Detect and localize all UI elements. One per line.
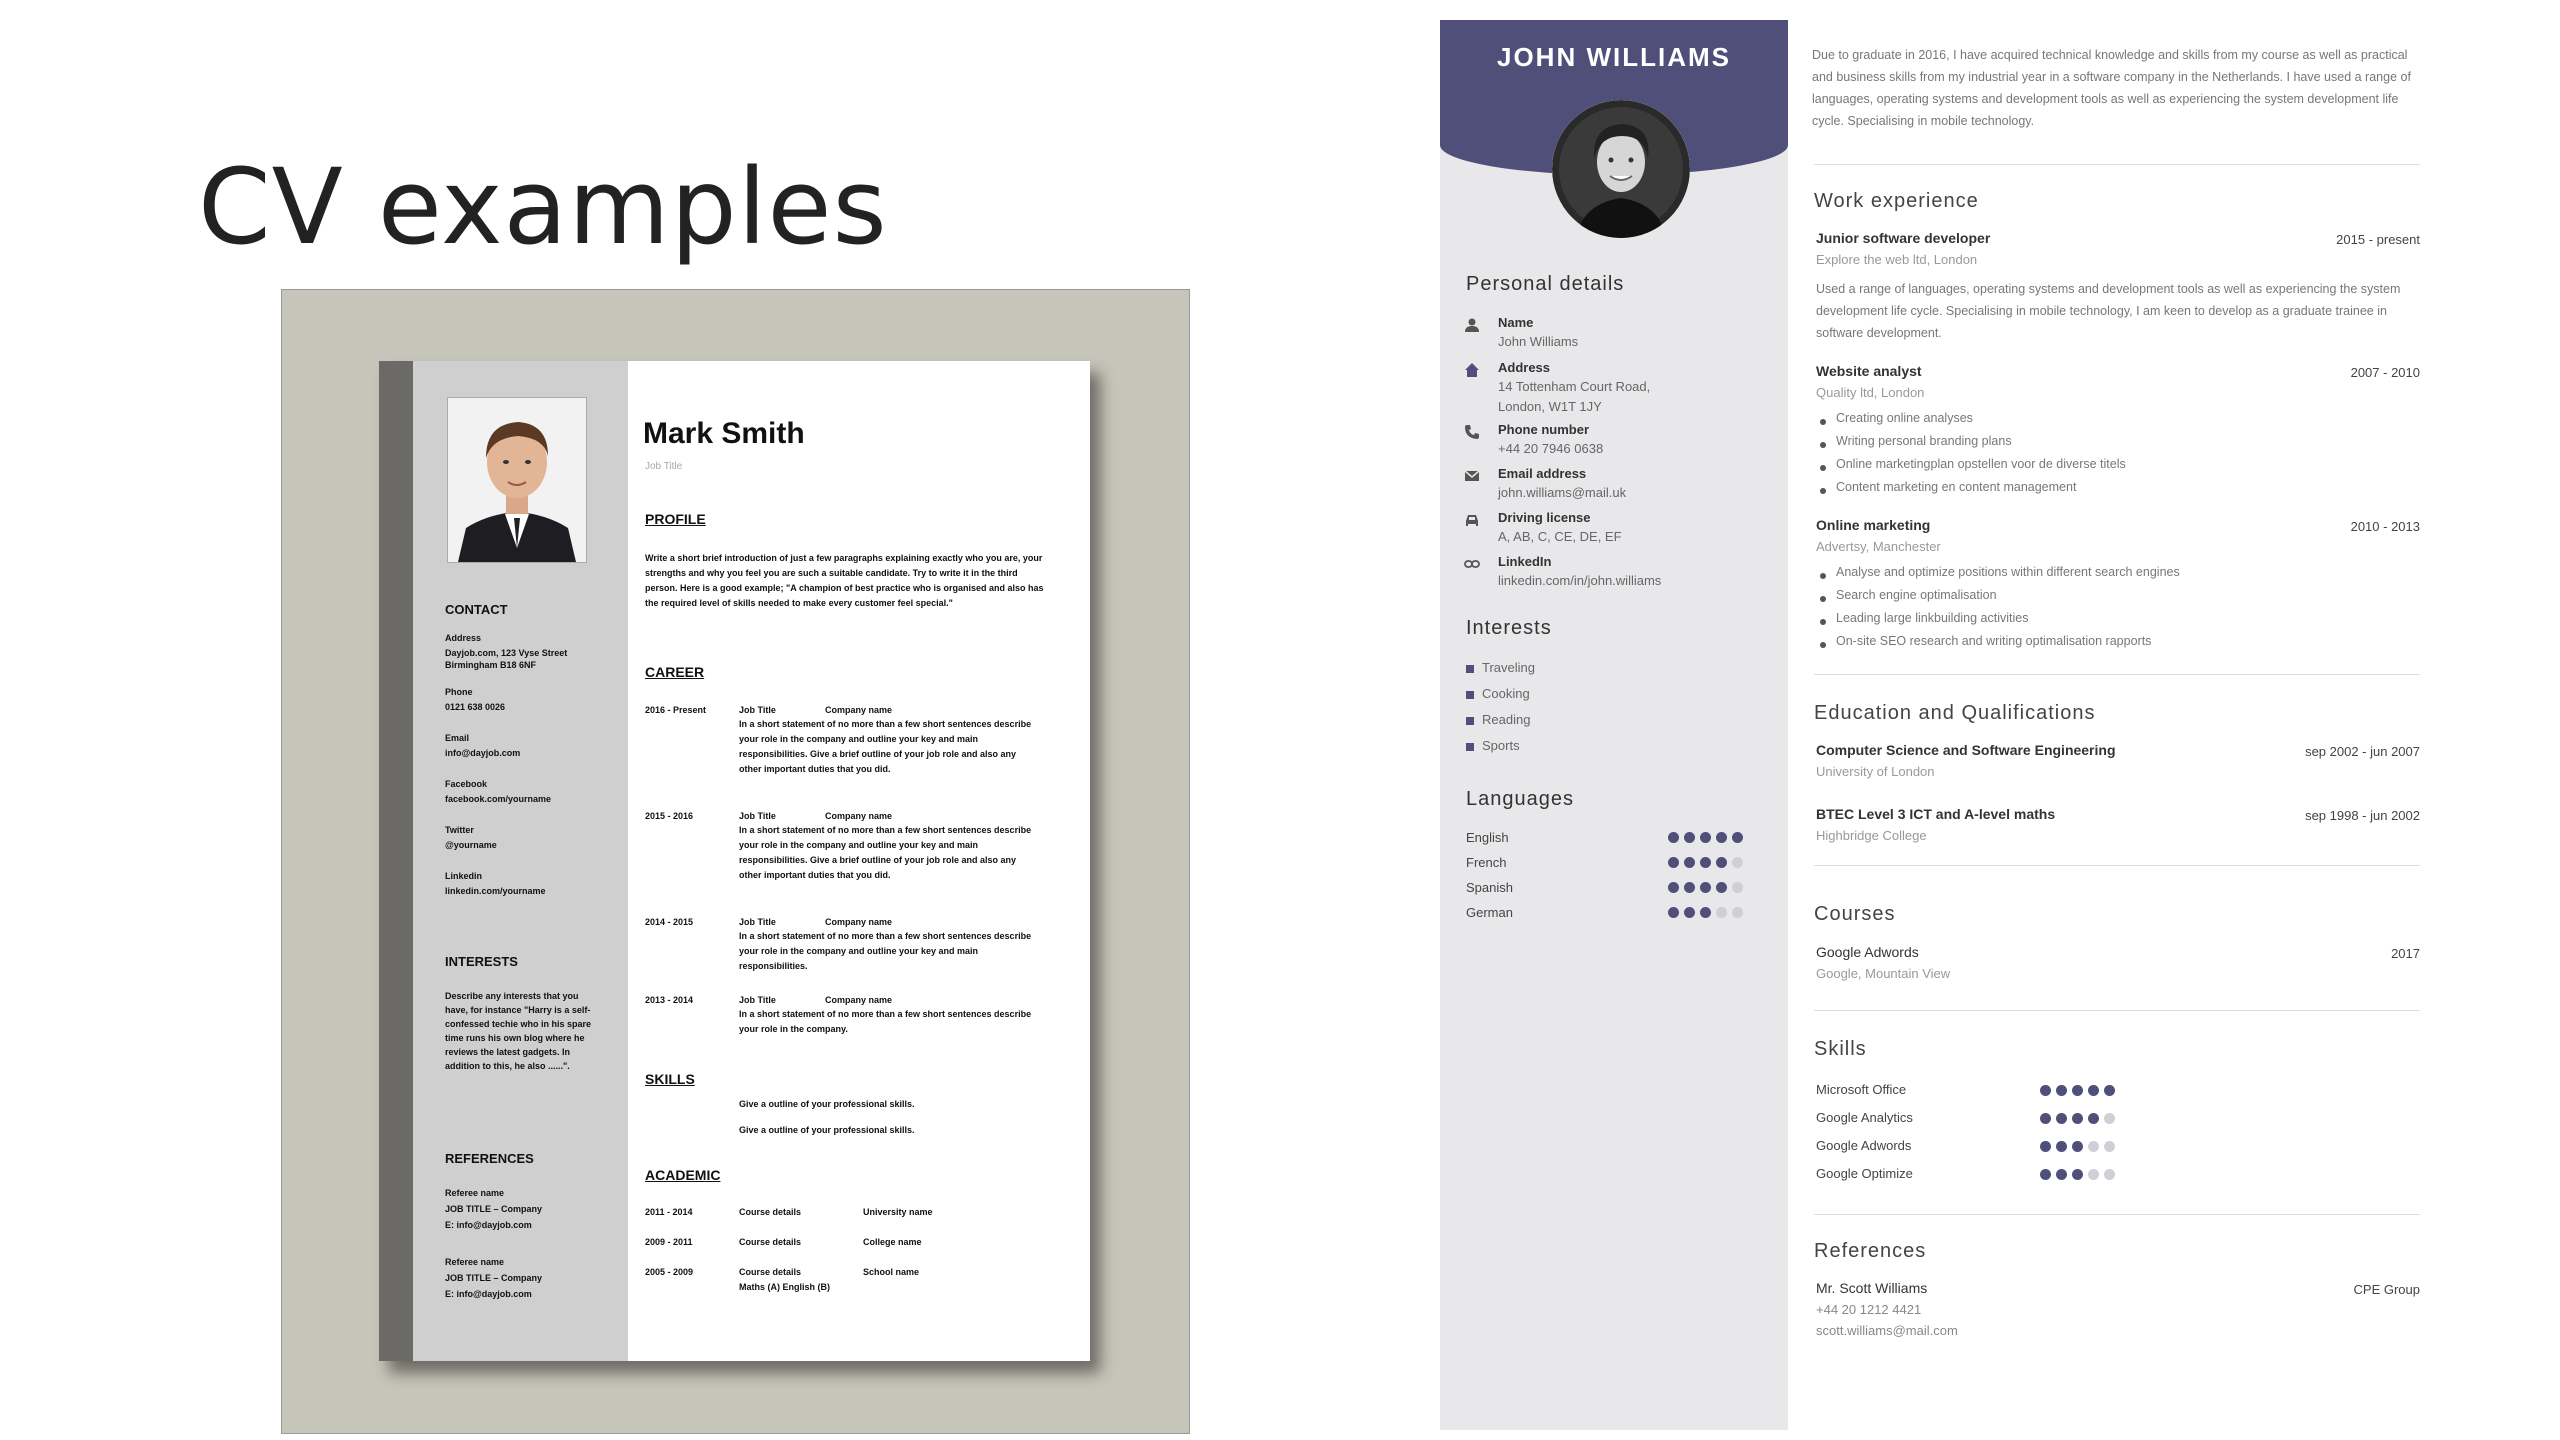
- divider: [1814, 1010, 2420, 1011]
- cv2-course1-org: Google, Mountain View: [1816, 966, 1951, 981]
- cv2-language-2: French: [1466, 855, 1507, 870]
- cv1-academic3-course: Course details Maths (A) English (B): [739, 1267, 830, 1292]
- slide-title: CV examples: [198, 146, 888, 268]
- cv2-courses-heading: Courses: [1814, 903, 1896, 925]
- cv1-ref1-email: E: info@dayjob.com: [445, 1220, 532, 1230]
- cv2-education-heading: Education and Qualifications: [1814, 702, 2096, 724]
- cv2-ref-phone: +44 20 1212 4421: [1816, 1302, 1922, 1317]
- cv1-profile-text: Write a short brief introduction of just a few paragraphs explaining exactly who you are, your strengths and why you feel you are such a suitable candidate. Try to write it in the third person. Here is a good example; "A champion of best practice who is organised and also has the required level of skills needed to make every customer feel special.": [645, 553, 1044, 608]
- interest-bullet-icon: [1466, 691, 1474, 699]
- person-icon: [1464, 317, 1480, 333]
- cv2-skill-3-rating: [2040, 1141, 2115, 1152]
- cv2-phone-value: +44 20 7946 0638: [1498, 441, 1604, 456]
- cv1-academic1-dates: 2011 - 2014: [645, 1207, 693, 1217]
- rating-dot-filled: [2072, 1141, 2083, 1152]
- cv2-language-1-rating: [1668, 832, 1743, 843]
- mail-icon: [1464, 468, 1480, 484]
- rating-dot-empty: [2088, 1141, 2099, 1152]
- cv2-work1-org: Explore the web ltd, London: [1816, 252, 1978, 267]
- cv1-skills-heading: SKILLS: [645, 1071, 695, 1087]
- cv1-academic3-school: School name: [863, 1267, 920, 1277]
- cv2-name: JOHN WILLIAMS: [1497, 42, 1731, 72]
- rating-dot-filled: [1668, 907, 1679, 918]
- rating-dot-filled: [1684, 832, 1695, 843]
- cv2-phone-label: Phone number: [1498, 422, 1590, 437]
- rating-dot-empty: [1732, 907, 1743, 918]
- rating-dot-filled: [2040, 1085, 2051, 1096]
- bullet-icon: [1820, 596, 1826, 602]
- rating-dot-filled: [1716, 857, 1727, 868]
- divider: [1814, 865, 2420, 866]
- cv2-skill-2: Google Analytics: [1816, 1110, 1913, 1125]
- cv2-document: [1440, 20, 2440, 1430]
- rating-dot-filled: [2040, 1169, 2051, 1180]
- cv1-email-label: Email: [445, 733, 470, 743]
- rating-dot-filled: [1700, 832, 1711, 843]
- rating-dot-filled: [2056, 1085, 2067, 1096]
- cv1-profile-photo: [447, 397, 587, 563]
- cv1-skill-line-2: Give a outline of your professional skills.: [739, 1125, 915, 1135]
- cv1-facebook-value: facebook.com/yourname: [445, 794, 552, 804]
- cv2-skill-4: Google Optimize: [1816, 1166, 1913, 1181]
- cv2-edu2-org: Highbridge College: [1816, 828, 1927, 843]
- cv1-academic2-dates: 2009 - 2011: [645, 1237, 693, 1247]
- cv1-career3-text: In a short statement of no more than a few short sentences describe your role in the company and outline your key and main responsibilities.: [739, 931, 1032, 971]
- cv1-career3-dates: 2014 - 2015: [645, 917, 694, 927]
- cv2-course1-dates: 2017: [2391, 946, 2420, 961]
- bullet-icon: [1820, 465, 1826, 471]
- cv2-ref-name: Mr. Scott Williams: [1816, 1280, 1928, 1296]
- cv1-academic2-course: Course details: [739, 1237, 802, 1247]
- rating-dot-filled: [2056, 1141, 2067, 1152]
- cv2-edu1-title: Computer Science and Software Engineering: [1816, 742, 2116, 758]
- cv1-career4-text: In a short statement of no more than a few short sentences describe your role in the company.: [739, 1009, 1032, 1034]
- cv1-career1-dates: 2016 - Present: [645, 705, 707, 715]
- cv1-career2-job: Job Title: [739, 811, 776, 821]
- rating-dot-empty: [2104, 1169, 2115, 1180]
- cv2-address-value: 14 Tottenham Court Road, London, W1T 1JY: [1498, 379, 1651, 414]
- divider: [1814, 674, 2420, 675]
- cv2-references-heading: References: [1814, 1240, 1927, 1262]
- cv1-academic-heading: ACADEMIC: [645, 1167, 721, 1183]
- cv2-course1-title: Google Adwords: [1816, 944, 1919, 960]
- cv2-interests-heading: Interests: [1466, 617, 1552, 639]
- interest-bullet-icon: [1466, 743, 1474, 751]
- rating-dot-filled: [2072, 1085, 2083, 1096]
- cv1-career3-company: Company name: [825, 917, 893, 927]
- cv1-contact-heading: CONTACT: [445, 602, 508, 617]
- cv1-phone-value: 0121 638 0026: [445, 702, 506, 712]
- cv1-twitter-value: @yourname: [445, 840, 497, 850]
- cv2-work3-bullet-4: On-site SEO research and writing optimalisation rapports: [1836, 634, 2152, 648]
- cv2-work3-dates: 2010 - 2013: [2350, 519, 2420, 534]
- cv2-work-heading: Work experience: [1814, 190, 1979, 212]
- cv1-interests-heading: INTERESTS: [445, 954, 518, 969]
- cv2-name-value: John Williams: [1498, 334, 1579, 349]
- cv1-career4-dates: 2013 - 2014: [645, 995, 694, 1005]
- cv2-language-4-rating: [1668, 907, 1743, 918]
- cv1-career3-job: Job Title: [739, 917, 776, 927]
- cv2-email-value: john.williams@mail.uk: [1498, 485, 1627, 500]
- cv2-language-3-rating: [1668, 882, 1743, 893]
- cv1-phone-label: Phone: [445, 687, 473, 697]
- rating-dot-filled: [2056, 1169, 2067, 1180]
- cv1-career4-job: Job Title: [739, 995, 776, 1005]
- cv2-address-label: Address: [1498, 360, 1551, 375]
- link-icon: [1464, 556, 1480, 572]
- cv1-career2-dates: 2015 - 2016: [645, 811, 694, 821]
- cv1-linkedin-label: Linkedin: [445, 871, 483, 881]
- cv2-email-label: Email address: [1498, 466, 1587, 481]
- bullet-icon: [1820, 488, 1826, 494]
- cv2-work2-org: Quality ltd, London: [1816, 385, 1925, 400]
- cv2-interest-3: Reading: [1482, 712, 1531, 727]
- cv1-name: Mark Smith: [643, 417, 805, 450]
- cv1-academic2-school: College name: [863, 1237, 922, 1247]
- cv2-edu1-org: University of London: [1816, 764, 1935, 779]
- cv2-language-1: English: [1466, 830, 1509, 845]
- rating-dot-filled: [1668, 882, 1679, 893]
- rating-dot-filled: [1668, 832, 1679, 843]
- cv1-email-value: info@dayjob.com: [445, 748, 521, 758]
- cv2-skill-1: Microsoft Office: [1816, 1082, 1907, 1097]
- cv1-job-title: Job Title: [645, 461, 683, 472]
- cv2-work3-bullet-1: Analyse and optimize positions within different search engines: [1836, 565, 2180, 579]
- cv2-interest-2: Cooking: [1482, 686, 1530, 701]
- cv2-work2-dates: 2007 - 2010: [2350, 365, 2420, 380]
- cv2-language-2-rating: [1668, 857, 1743, 868]
- cv1-ref1-title: JOB TITLE – Company: [445, 1204, 543, 1214]
- cv2-skill-2-rating: [2040, 1113, 2115, 1124]
- cv1-career2-company: Company name: [825, 811, 893, 821]
- cv2-personal-heading: Personal details: [1466, 273, 1625, 295]
- rating-dot-empty: [2104, 1141, 2115, 1152]
- cv2-edu1-dates: sep 2002 - jun 2007: [2305, 744, 2420, 759]
- cv1-dark-stripe: [379, 361, 413, 1361]
- bullet-icon: [1820, 442, 1826, 448]
- cv1-skill-line-1: Give a outline of your professional skills.: [739, 1099, 915, 1109]
- cv1-ref2-title: JOB TITLE – Company: [445, 1273, 543, 1283]
- home-icon: [1464, 362, 1480, 378]
- cv1-twitter-label: Twitter: [445, 825, 474, 835]
- cv2-interest-4: Sports: [1482, 738, 1520, 753]
- rating-dot-filled: [1732, 832, 1743, 843]
- cv1-career-heading: CAREER: [645, 664, 705, 680]
- rating-dot-filled: [2040, 1113, 2051, 1124]
- cv1-address-value: Dayjob.com, 123 Vyse Street Birmingham B18 6NF: [445, 648, 568, 670]
- rating-dot-filled: [2088, 1113, 2099, 1124]
- cv1-career1-job: Job Title: [739, 705, 776, 715]
- cv1-document: [379, 361, 1090, 1361]
- cv1-career2-text: In a short statement of no more than a few short sentences describe your role in the company and outline your key and main responsibilities. Give a brief outline of your job role and also any other important duties that you did.: [739, 825, 1032, 880]
- cv2-skill-3: Google Adwords: [1816, 1138, 1912, 1153]
- bullet-icon: [1820, 573, 1826, 579]
- rating-dot-empty: [2104, 1113, 2115, 1124]
- cv2-work2-bullet-2: Writing personal branding plans: [1836, 434, 2012, 448]
- cv1-career4-company: Company name: [825, 995, 893, 1005]
- rating-dot-filled: [1684, 882, 1695, 893]
- cv2-work3-bullet-2: Search engine optimalisation: [1836, 588, 1997, 602]
- car-icon: [1464, 512, 1480, 528]
- cv1-ref2-email: E: info@dayjob.com: [445, 1289, 532, 1299]
- cv2-edu2-title: BTEC Level 3 ICT and A-level maths: [1816, 806, 2056, 822]
- rating-dot-filled: [1716, 832, 1727, 843]
- rating-dot-empty: [2088, 1169, 2099, 1180]
- rating-dot-filled: [2056, 1113, 2067, 1124]
- cv1-academic1-school: University name: [863, 1207, 933, 1217]
- cv2-ref-email: scott.williams@mail.com: [1816, 1323, 1958, 1338]
- cv2-work1-desc: Used a range of languages, operating systems and development tools as well as experiencing the system development life cycle. Specialising in mobile technology, I am keen to develop as a graduate trainee in software development.: [1816, 282, 2401, 340]
- rating-dot-filled: [1684, 907, 1695, 918]
- cv1-academic3-dates: 2005 - 2009: [645, 1267, 694, 1277]
- cv2-work3-title: Online marketing: [1816, 517, 1931, 533]
- cv2-linkedin-label: LinkedIn: [1498, 554, 1552, 569]
- cv2-work2-bullet-1: Creating online analyses: [1836, 411, 1973, 425]
- cv1-academic1-course: Course details: [739, 1207, 802, 1217]
- cv2-interest-1: Traveling: [1482, 660, 1535, 675]
- rating-dot-filled: [2104, 1085, 2115, 1096]
- rating-dot-filled: [2072, 1169, 2083, 1180]
- cv2-profile-photo: [1552, 100, 1690, 238]
- divider: [1814, 1214, 2420, 1215]
- interest-bullet-icon: [1466, 665, 1474, 673]
- rating-dot-filled: [1668, 857, 1679, 868]
- rating-dot-filled: [2040, 1141, 2051, 1152]
- cv2-ref-company: CPE Group: [2353, 1282, 2420, 1297]
- cv1-profile-heading: PROFILE: [645, 511, 706, 527]
- cv1-ref2-name: Referee name: [445, 1257, 505, 1267]
- rating-dot-filled: [1700, 907, 1711, 918]
- cv2-work2-title: Website analyst: [1816, 363, 1922, 379]
- cv2-license-value: A, AB, C, CE, DE, EF: [1498, 529, 1622, 544]
- cv2-name-label: Name: [1498, 315, 1534, 330]
- rating-dot-filled: [2088, 1085, 2099, 1096]
- rating-dot-filled: [1700, 882, 1711, 893]
- bullet-icon: [1820, 642, 1826, 648]
- bullet-icon: [1820, 619, 1826, 625]
- interest-bullet-icon: [1466, 717, 1474, 725]
- cv1-references-heading: REFERENCES: [445, 1151, 534, 1166]
- cv1-ref1-name: Referee name: [445, 1188, 505, 1198]
- divider: [1814, 164, 2420, 165]
- rating-dot-filled: [1700, 857, 1711, 868]
- cv2-work2-bullet-4: Content marketing en content management: [1836, 480, 2077, 494]
- cv2-work1-title: Junior software developer: [1816, 230, 1991, 246]
- cv2-linkedin-value: linkedin.com/in/john.williams: [1498, 573, 1662, 588]
- cv2-work2-bullet-3: Online marketingplan opstellen voor de diverse titels: [1836, 457, 2126, 471]
- rating-dot-filled: [1684, 857, 1695, 868]
- cv1-facebook-label: Facebook: [445, 779, 488, 789]
- cv1-career1-text: In a short statement of no more than a few short sentences describe your role in the company and outline your key and main responsibilities. Give a brief outline of your job role and also any other important duties that you did.: [739, 719, 1032, 774]
- phone-icon: [1464, 424, 1480, 440]
- bullet-icon: [1820, 419, 1826, 425]
- cv1-linkedin-value: linkedin.com/yourname: [445, 886, 546, 896]
- cv2-languages-heading: Languages: [1466, 788, 1574, 810]
- cv2-work3-org: Advertsy, Manchester: [1816, 539, 1941, 554]
- cv2-edu2-dates: sep 1998 - jun 2002: [2305, 808, 2420, 823]
- rating-dot-filled: [1716, 882, 1727, 893]
- cv2-intro: Due to graduate in 2016, I have acquired technical knowledge and skills from my course as well as practical and business skills from my industrial year in a software company in the Netherlands. I have used a range of languages, operating systems and development tools as well as experiencing the system development life cycle. Specialising in mobile technology.: [1812, 48, 2411, 128]
- cv1-career1-company: Company name: [825, 705, 893, 715]
- rating-dot-filled: [2072, 1113, 2083, 1124]
- cv2-skill-1-rating: [2040, 1085, 2115, 1096]
- rating-dot-empty: [1732, 882, 1743, 893]
- rating-dot-empty: [1732, 857, 1743, 868]
- cv2-skills-heading: Skills: [1814, 1038, 1867, 1060]
- cv2-language-3: Spanish: [1466, 880, 1513, 895]
- cv2-skill-4-rating: [2040, 1169, 2115, 1180]
- cv2-work1-dates: 2015 - present: [2336, 232, 2420, 247]
- cv2-license-label: Driving license: [1498, 510, 1591, 525]
- cv2-language-4: German: [1466, 905, 1513, 920]
- cv1-interests-text: Describe any interests that you have, for instance "Harry is a self-confessed techie who in his spare time runs his own blog where he reviews the latest gadgets. In addition to this, he also ......".: [445, 991, 592, 1071]
- rating-dot-empty: [1716, 907, 1727, 918]
- cv1-address-label: Address: [445, 633, 482, 643]
- cv2-work3-bullet-3: Leading large linkbuilding activities: [1836, 611, 2029, 625]
